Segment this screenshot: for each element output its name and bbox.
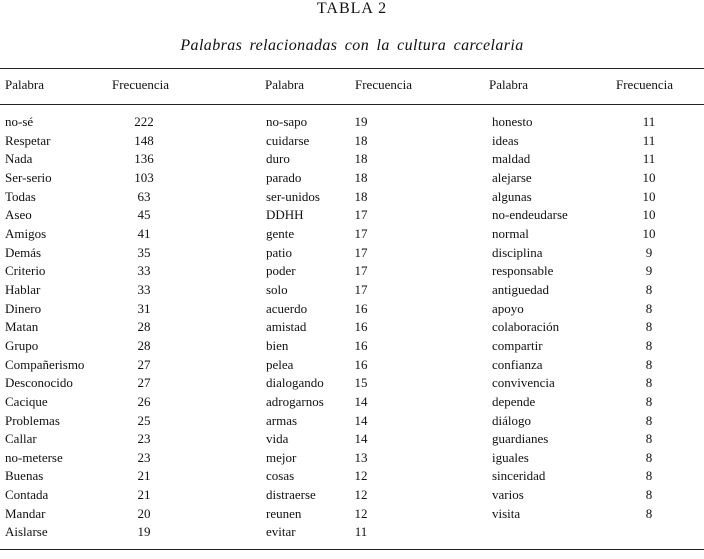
frequency-cell: 18 [354, 188, 368, 204]
word-cell: Todas [5, 188, 36, 204]
word-cell: Cacique [5, 393, 48, 409]
frequency-cell: 17 [354, 281, 368, 297]
frequency-list-col-3 [619, 113, 679, 523]
frequency-cell: 8 [645, 356, 653, 372]
word-list-col-3 [492, 113, 612, 523]
word-cell: amistad [266, 319, 307, 335]
frequency-cell: 8 [645, 393, 653, 409]
frequency-cell: 28 [137, 319, 151, 335]
word-cell: dialogando [266, 375, 324, 391]
word-cell: guardianes [492, 431, 549, 447]
frequency-cell: 8 [645, 319, 653, 335]
frequency-cell: 18 [354, 169, 368, 185]
word-cell: vida [266, 431, 289, 447]
word-cell: no-sapo [266, 114, 308, 129]
header-word-col-1: Palabra [5, 77, 44, 92]
word-cell: varios [492, 487, 524, 503]
frequency-cell: 10 [642, 225, 656, 241]
word-cell: no-meterse [5, 449, 63, 465]
word-cell: Matan [5, 319, 39, 335]
frequency-cell: 148 [134, 132, 154, 148]
frequency-cell: 33 [137, 263, 151, 279]
frequency-cell: 11 [354, 524, 368, 540]
frequency-list-col-2 [331, 113, 391, 542]
frequency-cell: 8 [645, 281, 653, 297]
frequency-list-col-1 [114, 113, 174, 542]
word-cell: sinceridad [492, 468, 546, 484]
word-cell: maldad [492, 151, 531, 167]
frequency-cell: 20 [137, 505, 151, 521]
word-cell: Problemas [5, 412, 60, 428]
frequency-cell: 63 [137, 188, 151, 204]
frequency-cell: 9 [645, 263, 653, 279]
word-cell: confianza [492, 356, 543, 372]
word-cell: Contada [5, 487, 49, 503]
word-cell: normal [492, 225, 529, 241]
frequency-cell: 28 [137, 337, 151, 353]
word-cell: colaboración [492, 319, 560, 335]
word-cell: Nada [5, 151, 33, 167]
word-cell: cuidarse [266, 132, 310, 148]
frequency-cell: 8 [645, 449, 653, 465]
frequency-cell: 26 [137, 393, 151, 409]
frequency-cell: 31 [137, 300, 151, 316]
frequency-cell: 8 [645, 431, 653, 447]
word-cell: Callar [5, 431, 37, 447]
frequency-cell: 45 [137, 207, 151, 223]
word-cell: Demás [5, 244, 42, 260]
word-cell: Dinero [5, 300, 42, 316]
word-cell: DDHH [266, 207, 304, 223]
word-cell: poder [266, 263, 296, 279]
frequency-cell: 15 [354, 375, 368, 391]
frequency-cell: 11 [642, 132, 656, 148]
word-cell: Buenas [5, 468, 44, 484]
frequency-cell: 14 [354, 431, 368, 447]
word-cell: parado [266, 169, 302, 185]
word-cell: alejarse [492, 169, 532, 185]
frequency-cell: 23 [137, 431, 151, 447]
word-cell: patio [266, 244, 292, 260]
table-number: TABLA 2 [316, 0, 388, 17]
frequency-cell: 14 [354, 412, 368, 428]
word-cell: armas [266, 412, 298, 428]
word-cell: adrogarnos [266, 393, 324, 409]
frequency-cell: 16 [354, 319, 368, 335]
frequency-cell: 27 [137, 375, 151, 391]
word-cell: Amigos [5, 225, 47, 241]
frequency-cell: 12 [354, 468, 368, 484]
word-cell: iguales [492, 449, 529, 465]
frequency-cell: 8 [645, 375, 653, 391]
word-cell: Aseo [5, 207, 32, 223]
frequency-cell: 11 [642, 151, 656, 167]
word-list-col-1 [5, 113, 125, 542]
word-cell: reunen [266, 505, 302, 521]
bottom-rule [0, 549, 704, 550]
word-cell: solo [266, 281, 288, 297]
header-word-col-3: Palabra [489, 77, 528, 92]
frequency-cell: 8 [645, 487, 653, 503]
frequency-cell: 17 [354, 207, 368, 223]
frequency-cell: 8 [645, 505, 653, 521]
word-cell: Compañerismo [5, 356, 85, 372]
word-cell: Ser-serio [5, 169, 52, 185]
frequency-cell: 8 [645, 337, 653, 353]
frequency-cell: 19 [137, 524, 151, 540]
word-cell: Hablar [5, 281, 41, 297]
frequency-cell: 14 [354, 393, 368, 409]
frequency-cell: 21 [137, 487, 151, 503]
word-cell: Mandar [5, 505, 46, 521]
word-cell: acuerdo [266, 300, 308, 316]
frequency-cell: 8 [645, 468, 653, 484]
frequency-cell: 11 [642, 114, 656, 129]
header-frequency-col-3: Frecuencia [616, 77, 674, 92]
word-cell: honesto [492, 114, 533, 129]
frequency-cell: 10 [642, 169, 656, 185]
frequency-cell: 16 [354, 337, 368, 353]
frequency-cell: 23 [137, 449, 151, 465]
frequency-cell: 12 [354, 487, 368, 503]
word-cell: antiguedad [492, 281, 550, 297]
word-cell: depende [492, 393, 536, 409]
frequency-cell: 9 [645, 244, 653, 260]
frequency-cell: 8 [645, 300, 653, 316]
top-rule [0, 68, 704, 69]
word-cell: duro [266, 151, 290, 167]
frequency-cell: 27 [137, 356, 151, 372]
frequency-cell: 18 [354, 151, 368, 167]
word-cell: diálogo [492, 412, 531, 428]
word-cell: apoyo [492, 300, 524, 316]
frequency-cell: 33 [137, 281, 151, 297]
word-cell: ser-unidos [266, 188, 320, 204]
header-word-col-2: Palabra [265, 77, 304, 92]
word-cell: Grupo [5, 337, 39, 353]
frequency-cell: 10 [642, 207, 656, 223]
frequency-cell: 16 [354, 356, 368, 372]
frequency-cell: 25 [137, 412, 151, 428]
word-cell: distraerse [266, 487, 316, 503]
frequency-cell: 21 [137, 468, 151, 484]
frequency-cell: 8 [645, 412, 653, 428]
frequency-cell: 103 [134, 169, 154, 185]
frequency-cell: 41 [137, 225, 151, 241]
header-frequency-col-2: Frecuencia [355, 77, 413, 92]
word-cell: compartir [492, 337, 543, 353]
frequency-cell: 18 [354, 132, 368, 148]
frequency-cell: 13 [354, 449, 368, 465]
word-cell: convivencia [492, 375, 555, 391]
word-cell: Respetar [5, 132, 51, 148]
header-frequency-col-1: Frecuencia [112, 77, 170, 92]
word-cell: Criterio [5, 263, 46, 279]
word-cell: visita [492, 505, 521, 521]
word-cell: pelea [266, 356, 294, 372]
frequency-cell: 35 [137, 244, 151, 260]
frequency-cell: 12 [354, 505, 368, 521]
frequency-cell: 222 [134, 114, 154, 129]
word-cell: disciplina [492, 244, 543, 260]
word-cell: evitar [266, 524, 296, 540]
frequency-cell: 10 [642, 188, 656, 204]
frequency-cell: 17 [354, 244, 368, 260]
word-cell: bien [266, 337, 289, 353]
frequency-cell: 16 [354, 300, 368, 316]
header-rule [0, 104, 704, 105]
frequency-cell: 136 [134, 151, 154, 167]
word-cell: responsable [492, 263, 554, 279]
frequency-cell: 17 [354, 225, 368, 241]
word-cell: gente [266, 225, 295, 241]
table-caption: Palabras relacionadas con la cultura carcelaria [180, 37, 524, 54]
word-cell: algunas [492, 188, 532, 204]
word-cell: mejor [266, 449, 297, 465]
word-cell: cosas [266, 468, 295, 484]
word-cell: ideas [492, 132, 519, 148]
frequency-cell: 19 [354, 114, 368, 129]
frequency-cell: 17 [354, 263, 368, 279]
word-cell: Aislarse [5, 524, 48, 540]
word-cell: no-endeudarse [492, 207, 568, 223]
word-cell: no-sé [5, 114, 34, 129]
word-cell: Desconocido [5, 375, 73, 391]
